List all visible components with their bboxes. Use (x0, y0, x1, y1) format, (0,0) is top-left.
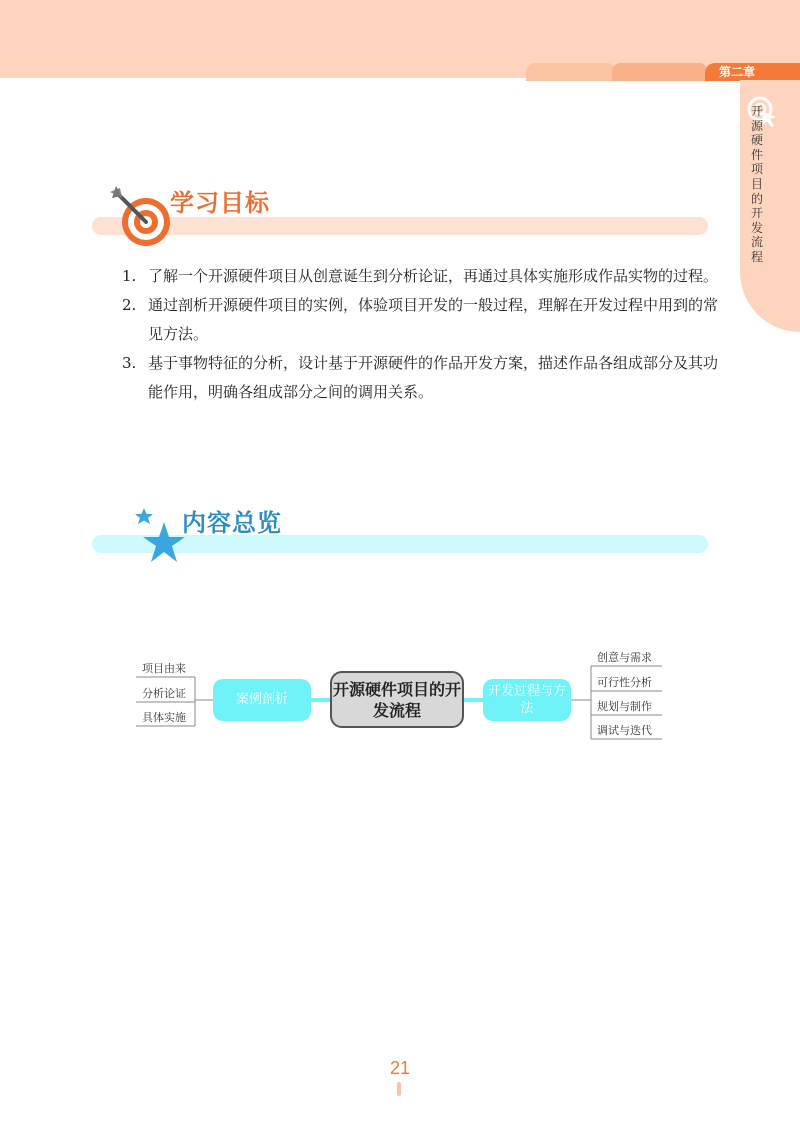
page-number-tick (397, 1082, 401, 1096)
goals-section-title: 学习目标 (170, 189, 270, 217)
mindmap-leaf: 分析论证 (142, 687, 186, 700)
mindmap-leaf: 创意与需求 (597, 651, 652, 664)
goal-item: 3. 基于事物特征的分析，设计基于开源硬件的作品开发方案，描述作品各组成部分及其功能作用，明确各组成部分之间的调用关系。 (122, 354, 719, 401)
side-chapter-title: 开源硬件项目的开发流程 (751, 104, 764, 264)
page-number: 21 (389, 1058, 411, 1078)
chapter-tab: 第二章 (705, 63, 800, 81)
mindmap-branch-case: 案例剖析 (213, 679, 311, 721)
mindmap-leaf: 项目由来 (142, 662, 186, 675)
mindmap-leaf: 规划与制作 (597, 700, 652, 713)
overview-section-title: 内容总览 (182, 509, 282, 537)
mindmap-leaf: 调试与迭代 (597, 724, 652, 737)
mindmap-leaf: 可行性分析 (597, 676, 652, 689)
mindmap-branch-process: 开发过程与方法 (483, 679, 571, 721)
goal-item: 1. 了解一个开源硬件项目从创意诞生到分析论证，再通过具体实施形成作品实物的过程。 (122, 267, 719, 285)
mindmap-leaf: 具体实施 (142, 711, 186, 724)
mindmap-center-node: 开源硬件项目的开发流程 (330, 671, 464, 728)
goal-item: 2. 通过剖析开源硬件项目的实例，体验项目开发的一般过程，理解在开发过程中用到的常见方法。 (122, 296, 719, 343)
